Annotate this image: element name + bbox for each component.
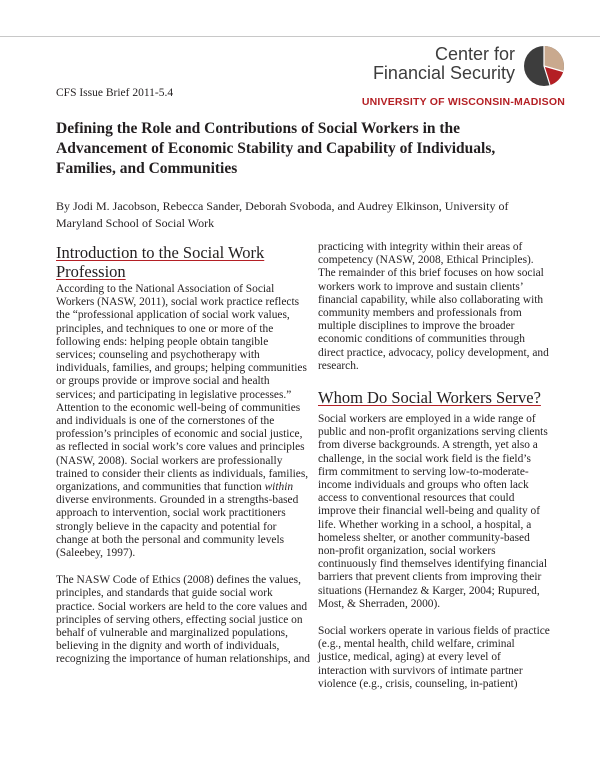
authors-line: By Jodi M. Jacobson, Rebecca Sander, Deborah Svoboda, and Audrey Elkinson, University of Maryland School of Social Work (56, 199, 509, 230)
logo-line-center-for: Center for (434, 44, 515, 64)
continued-paragraph: practicing with integrity within their areas of competency (NASW, 2008, Ethical Principles). The remainder of this brief focuses on how social workers work to improve and sustain clients’ financial capability, while also collaborating with community members and professionals from multiple disciplines to improve the broader economic conditions of communities through direct practice, advocacy, policy development, and research. (318, 241, 549, 372)
header-rule (0, 36, 600, 37)
intro-paragraph (56, 283, 310, 560)
logo-university-name: UNIVERSITY OF WISCONSIN-MADISON (361, 96, 565, 108)
section-heading-whom-served: Whom Do Social Workers Serve? (318, 388, 541, 408)
cfs-logo[interactable] (360, 40, 565, 115)
fields-of-practice-paragraph: Social workers operate in various fields of practice (e.g., mental health, child welfare, criminal justice, medical, aging) at every level of interaction with survivors of intimate partner violence (e.g., crisis, counseling, in-patient) (318, 625, 550, 690)
intro-text-end: diverse environments. Grounded in a strengths-based approach to intervention, social work practitioners strongly believe in the capacity and potential for change at both the personal and community levels (Saleebey, 1997). (56, 494, 299, 560)
right-column (318, 241, 550, 691)
whom-served-paragraph: Social workers are employed in a wide range of public and non-profit organizations serving clients from diverse backgrounds. A strength, yet also a challenge, in the social work field is the field’s firm commitment to serving low-to-moderate-income individuals and groups who often lack access to conventional resources that could improve their financial well-being and quality of life. Whether working in a school, a hospital, a homeless shelter, or another community-based non-profit organization, social workers continuously find themselves identifying financial barriers that prevent clients from improving their situations (Hernandez & Karger, 2004; Rupured, Most, & Sherraden, 2000). (318, 413, 548, 610)
intro-text-emphasis: within (264, 481, 294, 494)
left-column (56, 243, 310, 667)
logo-line-financial-security: Financial Security (372, 63, 515, 83)
brief-title: Defining the Role and Contributions of Social Workers in the Advancement of Economic Stability and Capability of Individuals, Families, and Communities (56, 120, 496, 177)
pie-chart-logo-icon (523, 45, 565, 87)
section-heading-introduction: Introduction to the Social Work Profession (56, 243, 265, 281)
issue-brief-id: CFS Issue Brief 2011-5.4 (56, 87, 174, 99)
intro-text-start: According to the National Association of Social Workers (NASW, 2011), social work practice reflects the “professional application of social work values, principles, and techniques to one or more of the following ends: helping people obtain tangible services; counseling and psychotherapy with individuals, families, and groups; helping communities or groups provide or improve social and health services; and participating in legislative processes.” Attention to the economic well-being of communities and individuals is one of the cornerstones of the profession’s principles of economic and social justice, as reflected in social work’s core values and principles (NASW, 2008). Social workers are professionally trained to consider their clients as individuals, families, organizations, and communities that function (56, 283, 309, 494)
code-of-ethics-paragraph: The NASW Code of Ethics (2008) defines the values, principles, and standards that guide social work practice. Social workers are held to the core values and principles of serving others, effecting social justice on behalf of vulnerable and marginalized populations, believing in the dignity and worth of individuals, recognizing the importance of human relationships, and (56, 574, 310, 666)
